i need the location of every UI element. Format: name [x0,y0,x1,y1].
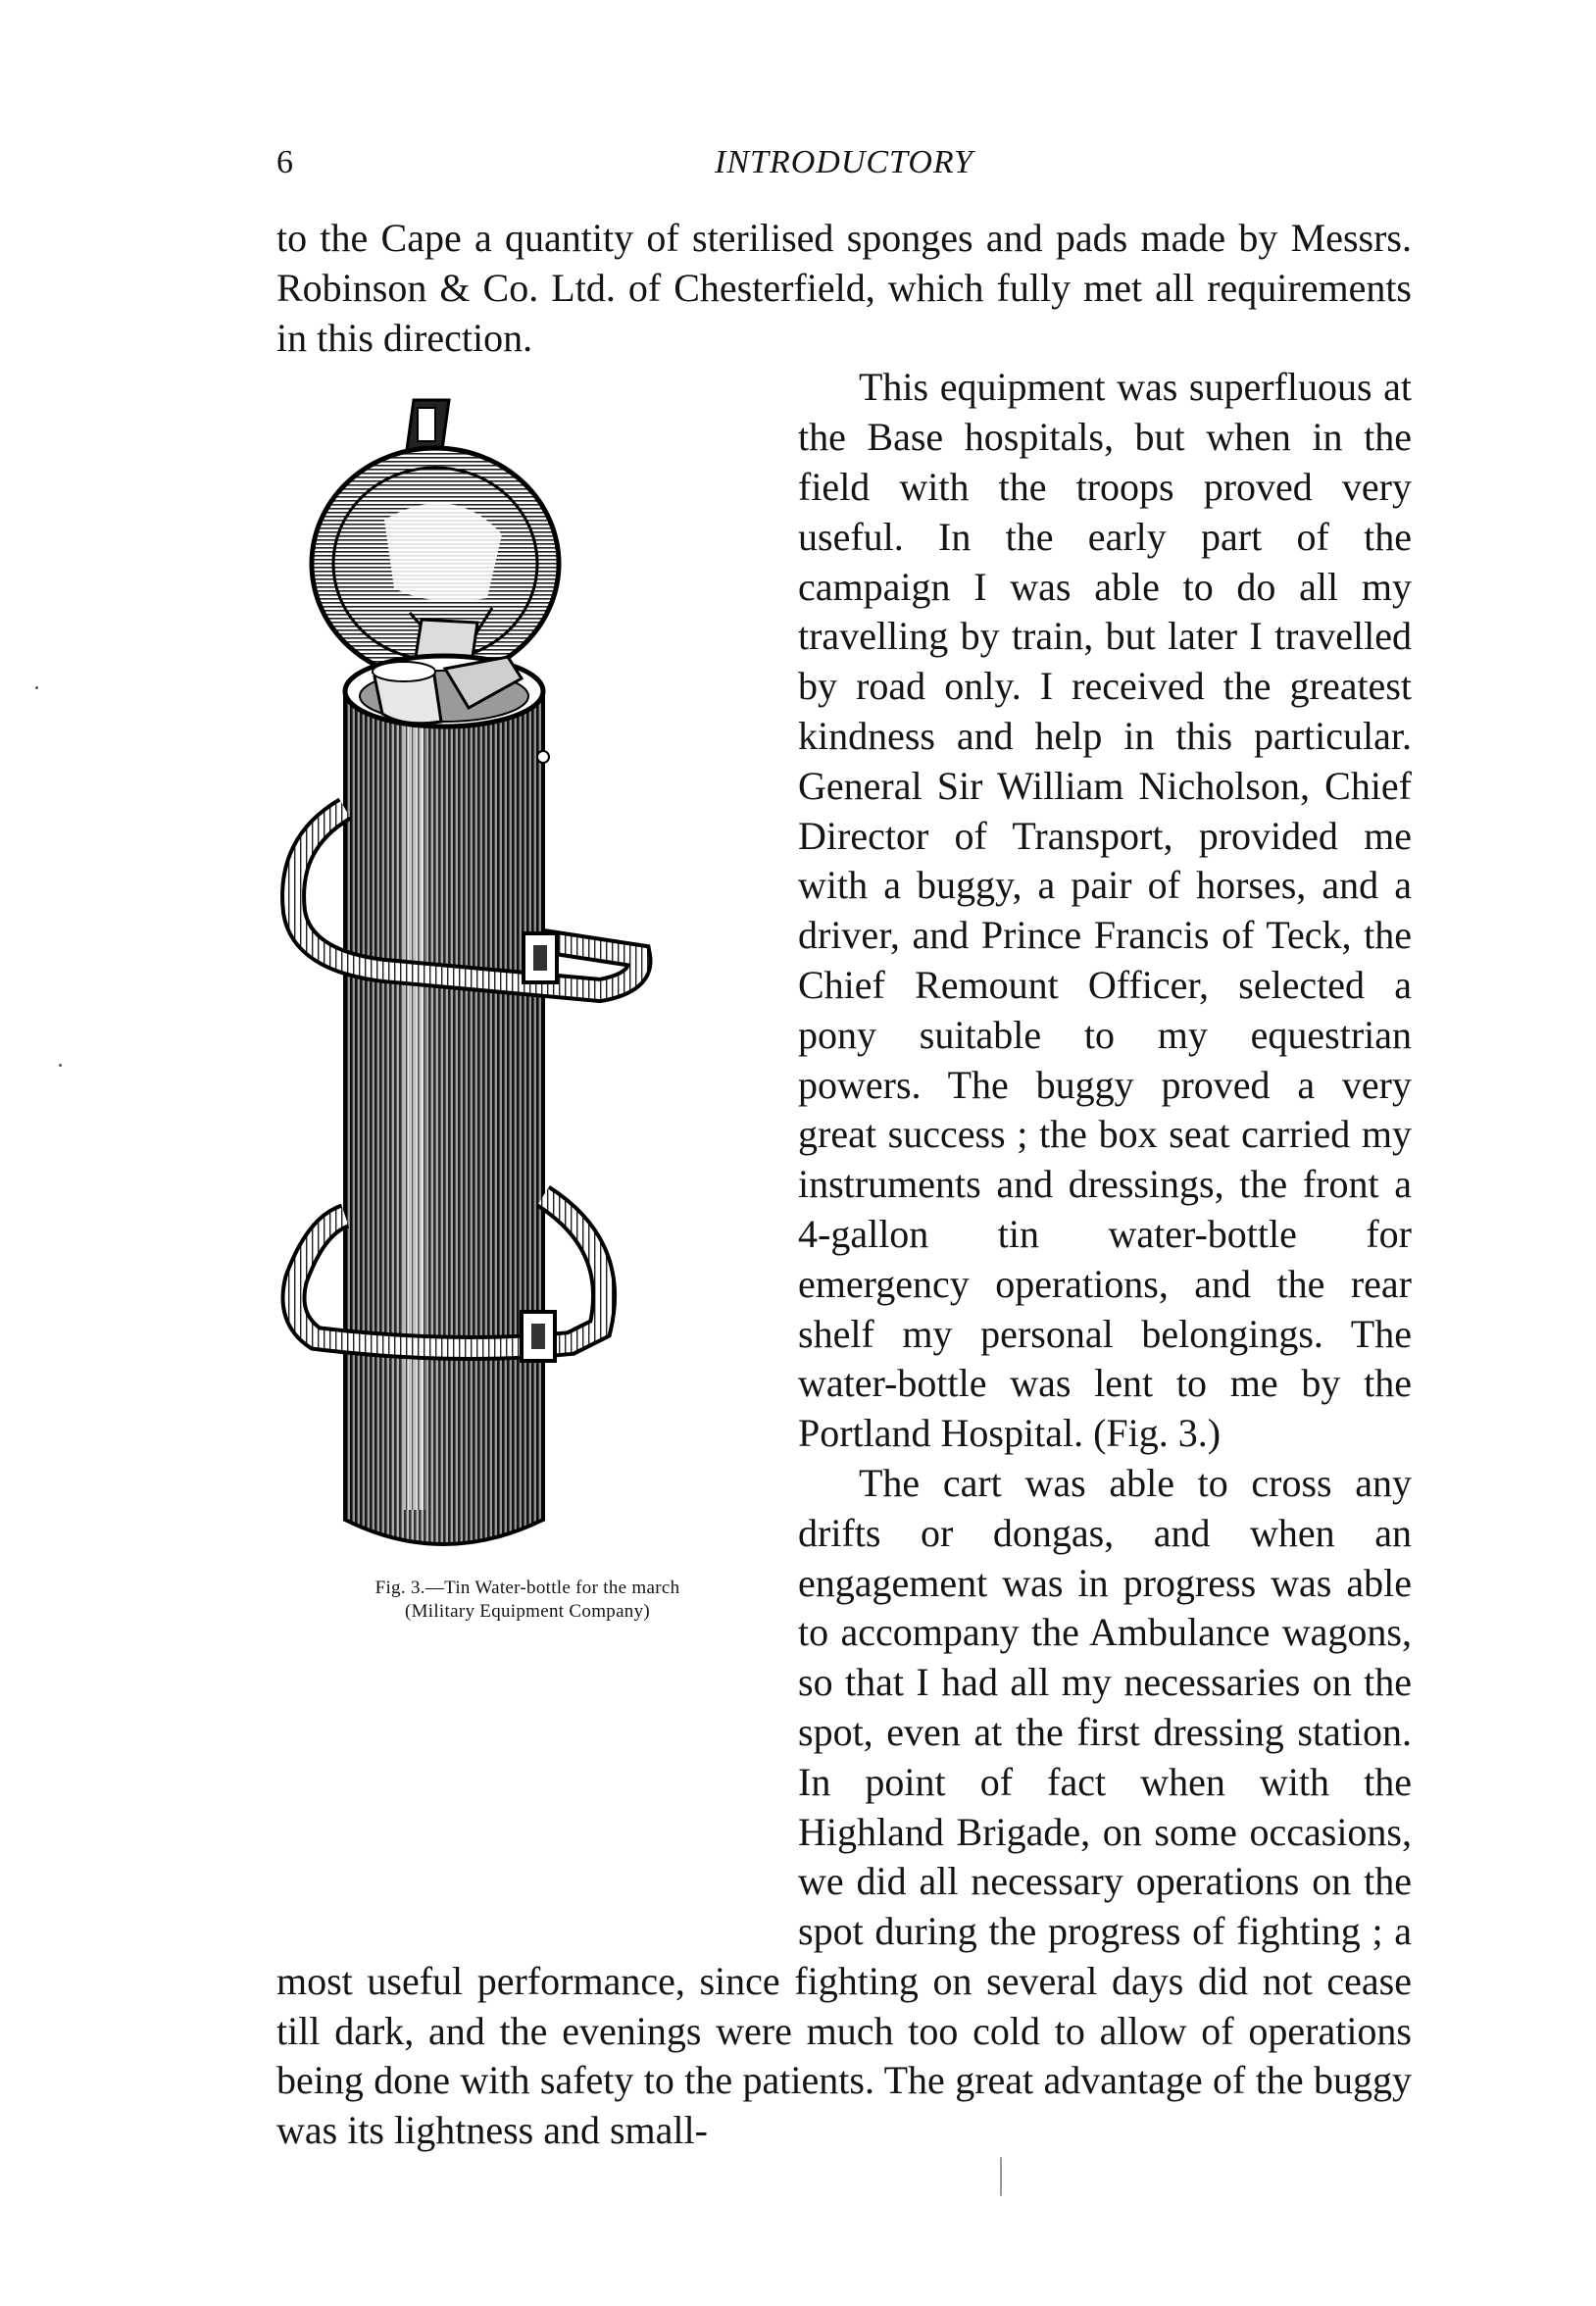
ink-speck [59,1064,62,1067]
running-head: INTRODUCTORY [715,144,973,180]
figure-caption-line-2: (Military Equipment Company) [404,1601,651,1623]
figure-caption-line-1: Fig. 3.—Tin Water-bottle for the march [374,1578,680,1599]
ink-speck [1000,2157,1002,2196]
paragraph-1: to the Cape a quantity of sterilised sponges and pads made by Messrs. Robinson & Co. Ltd. of Chesterfield, which fully met all requirements in this direction. [276,216,1412,360]
open-lid [312,448,559,679]
ink-speck [35,686,38,689]
body-text [276,214,1412,2156]
page-number: 6 [276,144,293,180]
page-header [276,137,1412,188]
figure-caption [276,1577,778,1624]
paragraph-3: The cart was able to cross any drifts or dongas, and when an engagement was in progress was able to accompany the Ambulance wagons, so that I had all my necessaries on the spot, even at the first dressing station. In point of fact when with the Highland Brigade, on some occasions, we did all necessary operations on the spot during the progress of fighting ; a most useful performance, since fighting on several days did not cease till dark, and the evenings were much too cold to allow of operations being done with safety to the patients. The great advantage of the buggy was its lightness and small- [276,1460,1412,2153]
paragraph-2: This equipment was superfluous at the Base hospitals, but when in the field with the troops proved very useful. In the early part of the campaign I was able to do all my travelling by train, but later I travelled by road only. I received the greatest kindness and help in this particular. General Sir William Nicholson, Chief Director of Transport, provided me with a buggy, a pair of horses, and a driver, and Prince Francis of Teck, the Chief Remount Officer, selected a pony suitable to my equestrian powers. The buggy proved a very great success ; the box seat carried my instruments and dressings, the front a 4-gallon tin water-bottle for emergency operations, and the rear shelf my personal belongings. The water-bottle was lent to me by the Portland Hospital. (Fig. 3.) [798,365,1412,1456]
figure-3 [276,363,778,1951]
water-bottle-illustration [276,363,778,1657]
cylinder-body [345,691,543,1544]
